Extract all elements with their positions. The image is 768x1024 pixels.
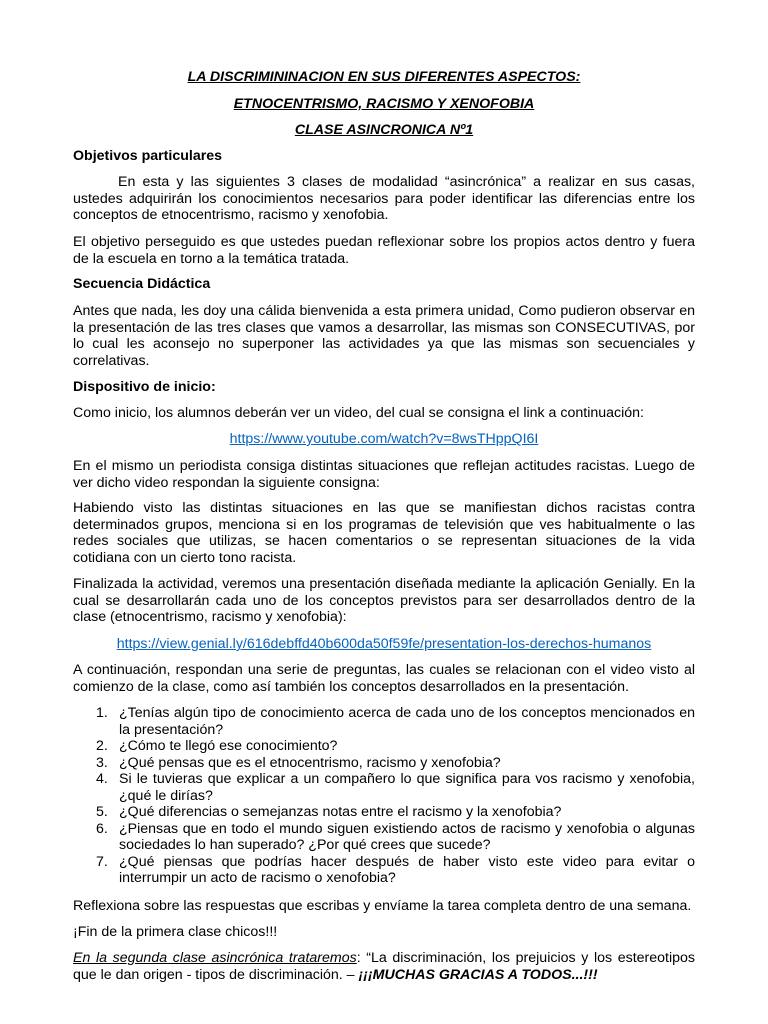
dispositivo-paragraph-5: A continuación, respondan una serie de preguntas, las cuales se relacionan con el video visto al comienzo de la clase, como así también los conceptos desarrollados en la presentación. <box>73 662 695 695</box>
thanks-text: ¡¡¡MUCHAS GRACIAS A TODOS...!!! <box>358 966 598 983</box>
dispositivo-heading: Dispositivo de inicio: <box>73 379 216 395</box>
closing-paragraph-2: ¡Fin de la primera clase chicos!!! <box>73 924 278 940</box>
closing-paragraph-3 <box>73 950 695 983</box>
dispositivo-paragraph-1: Como inicio, los alumnos deberán ver un video, del cual se consigna el link a continuación: <box>73 405 644 421</box>
title-line-1: LA DISCRIMININACION EN SUS DIFERENTES ASPECTOS: <box>187 69 581 85</box>
objetivos-paragraph-2: El objetivo perseguido es que ustedes puedan reflexionar sobre los propios actos dentro y fuera de la escuela en torno a la temática tratada. <box>73 234 695 267</box>
title-line-3: CLASE ASINCRONICA Nº1 <box>294 122 474 138</box>
secuencia-heading: Secuencia Didáctica <box>73 276 211 292</box>
title-line-2: ETNOCENTRISMO, RACISMO Y XENOFOBIA <box>233 96 535 112</box>
list-item: 4. Si le tuvieras que explicar a un compañero lo que significa para vos racismo y xenofobia, ¿qué le dirías? <box>96 771 695 804</box>
list-item: 5. ¿Qué diferencias o semejanzas notas entre el racismo y la xenofobia? <box>96 804 562 820</box>
dispositivo-paragraph-2: En el mismo un periodista consiga distintas situaciones que reflejan actitudes racistas. Luego de ver dicho video respondan la siguiente consigna: <box>73 458 695 491</box>
list-item: 1. ¿Tenías algún tipo de conocimiento acerca de cada uno de los conceptos mencionados en la presentación? <box>96 705 695 738</box>
next-class-text: : “La discriminación, los prejuicios y los estereotipos que le dan origen - tipos de discriminación. – <box>73 950 696 983</box>
dispositivo-paragraph-3: Habiendo visto las distintas situaciones en las que se manifiestan dichos racistas contra determinados grupos, menciona si en los programas de televisión que ves habitualmente o las redes sociales que utilizas, se hacen comentarios o se representan situaciones de la vida cotidiana con un cierto tono racista. <box>73 500 695 566</box>
closing-paragraph-1: Reflexiona sobre las respuestas que escribas y envíame la tarea completa dentro de una semana. <box>73 898 692 914</box>
next-class-label: En la segunda clase asincrónica trataremos <box>73 950 357 966</box>
list-item: 7. ¿Qué piensas que podrías hacer después de haber visto este video para evitar o interrumpir un acto de racismo o xenofobia? <box>96 853 695 886</box>
objetivos-heading: Objetivos particulares <box>73 148 223 164</box>
secuencia-paragraph: Antes que nada, les doy una cálida bienvenida a esta primera unidad, Como pudieron observar en la presentación de las tres clases que vamos a desarrollar, las mismas son CONSECUTIVAS, por lo cual les aconsejo no superponer las actividades ya que las mismas son secuenciales y correlativas. <box>73 303 695 369</box>
objetivos-paragraph-1: En esta y las siguientes 3 clases de modalidad “asincrónica” a realizar en sus casas, ustedes adquirirán los conocimientos necesarios para poder identificar las diferencias entre los conceptos de etnocentrismo, racismo y xenofobia. <box>73 174 695 223</box>
dispositivo-paragraph-4: Finalizada la actividad, veremos una presentación diseñada mediante la aplicación Genially. En la cual se desarrollarán cada uno de los conceptos previstos para ser desarrollados dentro de la clase (etnocentrismo, racismo y xenofobia): <box>73 576 695 625</box>
list-item: 2. ¿Cómo te llegó ese conocimiento? <box>96 738 338 754</box>
list-item: 3. ¿Qué pensas que es el etnocentrismo, racismo y xenofobia? <box>96 754 501 771</box>
questions-list <box>73 705 695 887</box>
list-item: 6. ¿Piensas que en todo el mundo siguen existiendo actos de racismo y xenofobia o algunas sociedades lo han superado? ¿Por qué crees que sucede? <box>96 820 695 853</box>
youtube-link[interactable]: https://www.youtube.com/watch?v=8wsTHppQI6I <box>229 431 539 447</box>
genially-link[interactable]: https://view.genial.ly/616debffd40b600da50f59fe/presentation-los-derechos-humanos <box>116 636 652 652</box>
